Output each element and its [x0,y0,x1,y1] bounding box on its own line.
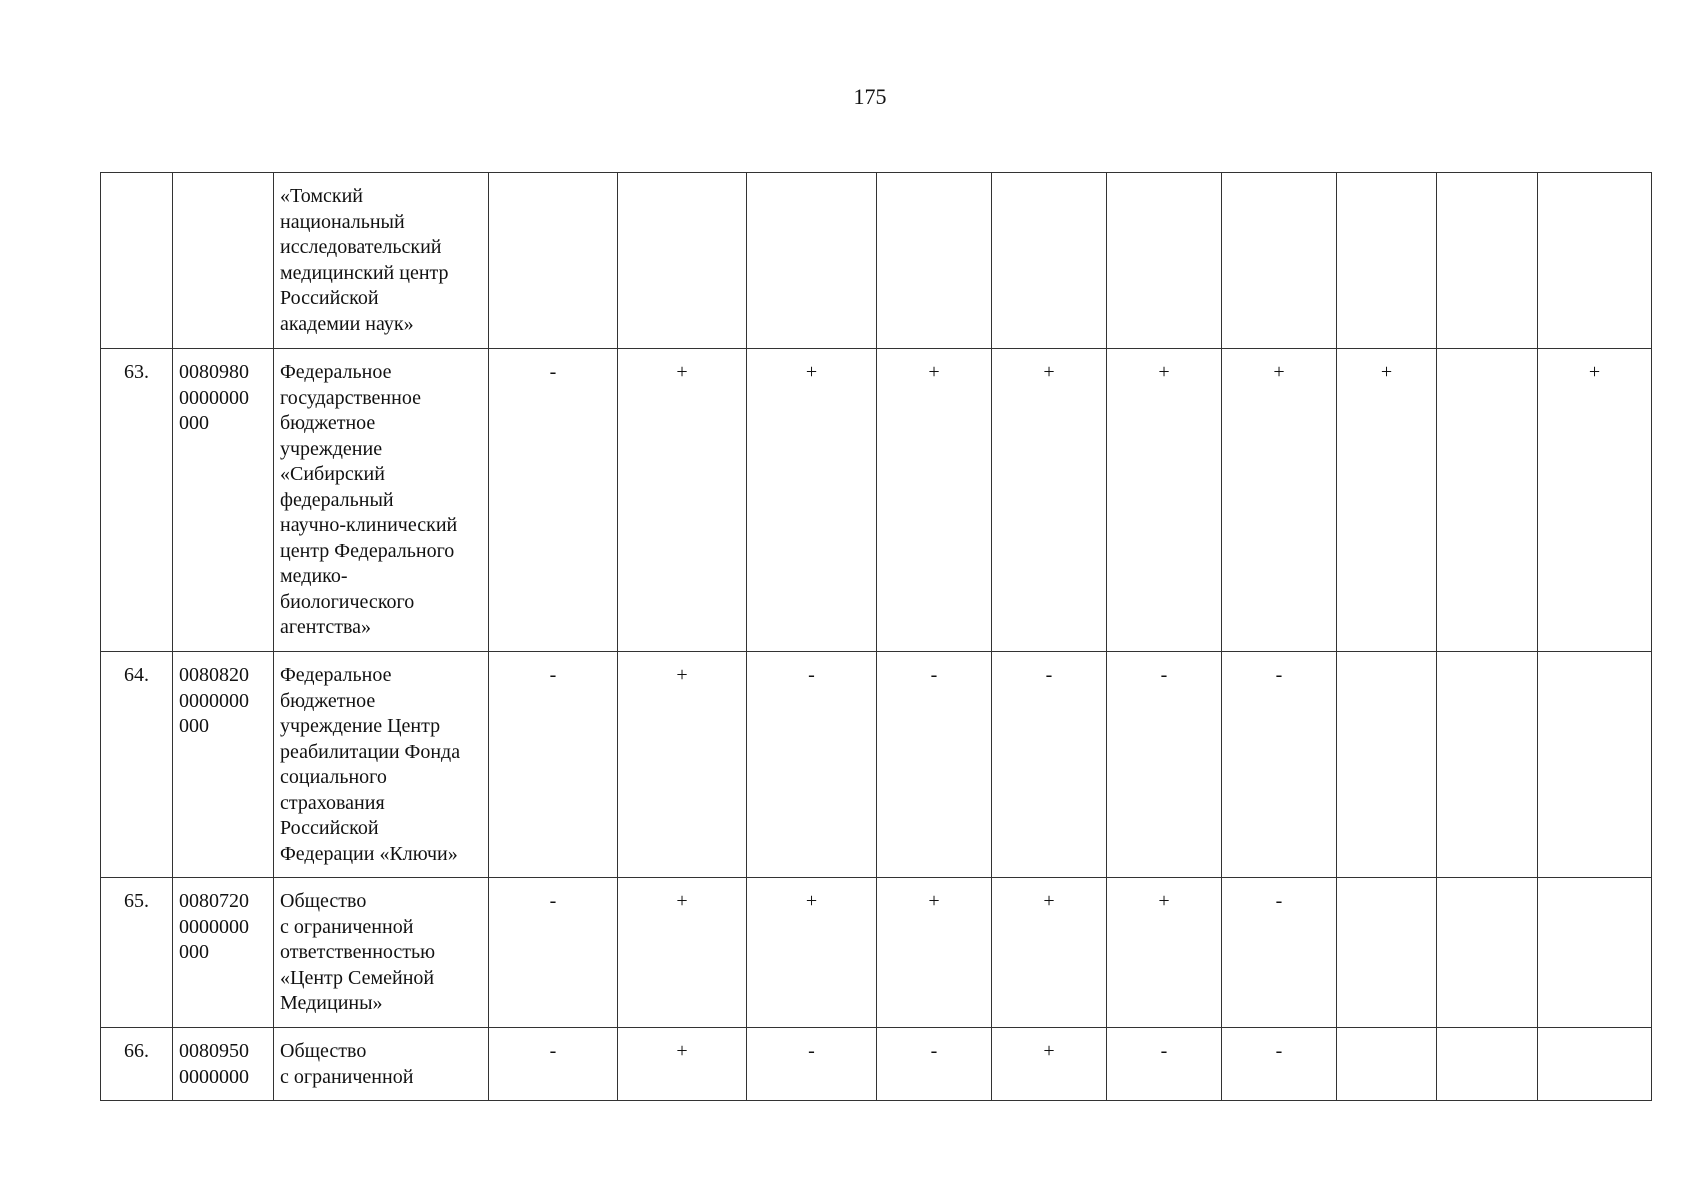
mark-cell [1437,349,1538,652]
mark-cell [1337,173,1437,349]
org-name-line: Общество [280,890,367,912]
org-name-line: национальный [280,210,405,233]
mark-cell [1437,652,1538,878]
org-name-line: бюджетное [280,689,376,712]
row-number-cell [101,173,173,349]
org-name-line: Федеральное [280,361,392,383]
mark-cell [1437,173,1538,349]
org-name-line: учреждение Центр [280,715,441,737]
mark-cell: - [1222,878,1337,1028]
mark-cell: + [992,349,1107,652]
org-code-line: 0000000 [179,1065,249,1088]
org-name-line: социального [280,766,387,788]
mark-cell [1538,1028,1652,1101]
org-name-line: медико- [280,565,348,587]
mark-cell: - [992,652,1107,878]
mark-cell: - [1107,1028,1222,1101]
org-name-line: государственное [280,386,421,409]
mark-cell: + [1337,349,1437,652]
table-row [101,349,1652,652]
org-code-cell [173,652,274,878]
mark-cell: + [992,878,1107,1028]
mark-cell: + [618,652,747,878]
mark-cell [1337,1028,1437,1101]
org-code-line: 0000000 [179,386,249,409]
table-body [101,173,1652,1101]
mark-cell: + [618,878,747,1028]
mark-cell: + [1107,878,1222,1028]
mark-cell [489,173,618,349]
mark-cell [1437,1028,1538,1101]
org-code-line: 000 [179,412,209,434]
page-number: 175 [853,84,887,109]
org-code-line: 0080720 [179,890,249,912]
org-name-line: с ограниченной [280,1065,414,1088]
mark-cell: + [618,1028,747,1101]
org-name-line: Российской [280,817,379,839]
org-code-line: 0080980 [179,361,249,383]
mark-cell [1538,878,1652,1028]
mark-cell [1337,878,1437,1028]
org-name-line: «Томский [280,185,363,207]
mark-cell [1337,652,1437,878]
mark-cell: + [618,349,747,652]
mark-cell: - [1222,652,1337,878]
table-row [101,173,1652,349]
org-name-line: исследовательский [280,236,442,258]
org-name-cell [274,652,489,878]
org-name-line: медицинский центр [280,261,449,284]
org-code-line: 0000000 [179,915,249,938]
mark-cell: + [877,878,992,1028]
org-name-line: научно-клинический [280,514,458,536]
organizations-table [100,172,1652,1101]
org-code-line: 000 [179,941,209,963]
org-name-line: Федерации «Ключи» [280,842,458,865]
table-row [101,1028,1652,1101]
mark-cell [747,173,877,349]
org-name-line: «Сибирский [280,463,385,485]
org-name-line: федеральный [280,488,394,511]
org-code-cell [173,173,274,349]
org-name-line: агентства» [280,616,372,638]
org-name-line: академии наук» [280,312,414,335]
row-number-cell: 63. [101,349,173,652]
org-code-cell [173,349,274,652]
org-name-cell [274,878,489,1028]
org-name-line: страхования [280,791,385,814]
mark-cell: + [1222,349,1337,652]
mark-cell: - [747,652,877,878]
mark-cell: + [992,1028,1107,1101]
mark-cell [877,173,992,349]
mark-cell: - [1222,1028,1337,1101]
table-row [101,652,1652,878]
mark-cell: - [489,349,618,652]
org-name-cell [274,349,489,652]
mark-cell: + [747,878,877,1028]
org-code-line: 0000000 [179,689,249,712]
row-number-cell: 65. [101,878,173,1028]
org-name-line: Российской [280,287,379,309]
org-name-line: учреждение [280,437,383,460]
org-name-line: реабилитации Фонда [280,740,461,763]
org-code-line: 000 [179,715,209,737]
org-code-cell [173,878,274,1028]
mark-cell: - [489,652,618,878]
mark-cell: + [747,349,877,652]
org-name-line: ответственностью [280,941,436,963]
mark-cell: - [1107,652,1222,878]
org-name-line: Федеральное [280,664,392,686]
mark-cell [1437,878,1538,1028]
org-code-line: 0080820 [179,664,249,686]
mark-cell: + [1538,349,1652,652]
mark-cell [1107,173,1222,349]
mark-cell: - [747,1028,877,1101]
org-name-cell [274,1028,489,1101]
mark-cell [992,173,1107,349]
row-number-cell: 66. [101,1028,173,1101]
mark-cell: + [877,349,992,652]
mark-cell [1538,652,1652,878]
org-name-line: «Центр Семейной [280,966,435,989]
org-name-line: Медицины» [280,992,383,1014]
row-number-cell: 64. [101,652,173,878]
org-name-line: Общество [280,1040,367,1062]
org-name-line: центр Федерального [280,539,455,562]
org-name-line: бюджетное [280,412,376,434]
org-name-line: с ограниченной [280,915,414,938]
org-code-line: 0080950 [179,1040,249,1062]
mark-cell: - [877,1028,992,1101]
mark-cell: - [489,1028,618,1101]
org-name-cell [274,173,489,349]
mark-cell [618,173,747,349]
mark-cell: - [489,878,618,1028]
mark-cell: + [1107,349,1222,652]
table-row [101,878,1652,1028]
org-name-line: биологического [280,590,415,613]
mark-cell [1222,173,1337,349]
mark-cell: - [877,652,992,878]
mark-cell [1538,173,1652,349]
org-code-cell [173,1028,274,1101]
